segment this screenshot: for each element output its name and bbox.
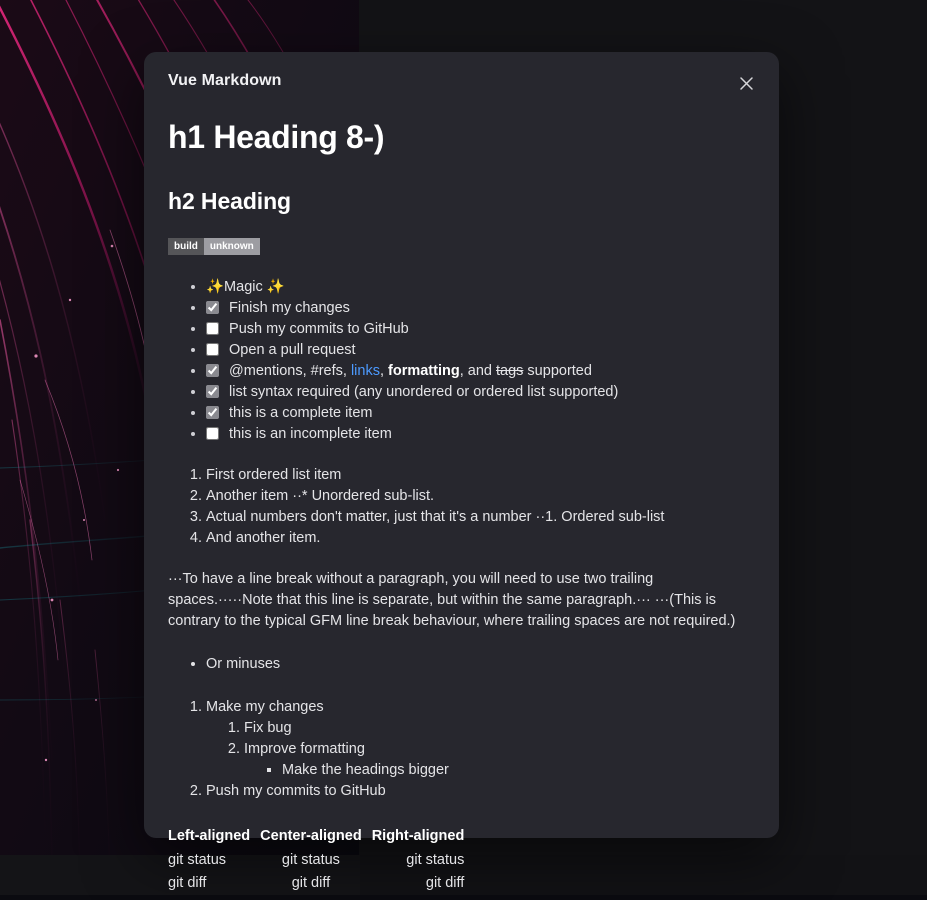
task-text-plain: @mentions, #refs, [229,362,351,379]
table-column-header: Right-aligned [371,827,465,844]
task-label: Finish my changes [229,299,350,316]
list-item [206,298,755,319]
table-column-header: Left-aligned [168,827,251,844]
table-body [168,849,474,895]
list-item [206,403,755,424]
modal-body [144,118,779,891]
list-item: • Or minuses [206,654,755,675]
inline-strong: formatting [388,362,460,379]
task-checkbox[interactable] [206,301,219,314]
list-item [244,718,755,739]
list-item [244,739,755,781]
task-checkbox[interactable] [206,322,219,335]
list-item [206,277,755,298]
close-x-glyph [739,76,754,91]
list-item-label: Make my changes [206,698,324,715]
task-checkbox[interactable] [206,364,219,377]
table-cell: git status [281,851,340,868]
nested-sub-list [206,718,755,781]
list-item [206,781,755,802]
list-item [206,424,755,445]
task-text-plain: supported [523,362,592,379]
task-label: Open a pull request [229,341,356,358]
task-text-plain: , and [459,362,496,379]
paragraph-line-breaks: ···To have a line break without a paragraph, you will need to use two trailing spaces.·····Note that this line is separate, but within the same paragraph.··· ···(This is contrary to the typical GFM line break behaviour, where trailing spaces are not required.) [168,570,736,629]
task-label: list syntax required (any unordered or ordered list supported) [229,383,619,400]
task-label: this is an incomplete item [229,425,392,442]
modal-header [144,52,779,110]
task-label: Push my commits to GitHub [229,320,409,337]
markdown-modal [144,52,779,891]
table-cell: git diff [425,874,465,891]
list-item: 3. Actual numbers don't matter, just that it's a number ··1. Ordered sub-list [206,507,755,528]
table-cell: git diff [291,874,331,891]
table-header-row [168,828,474,849]
list-item-label: Improve formatting [244,740,365,757]
minuses-list [168,654,755,675]
nested-ordered-list [168,697,755,802]
close-icon[interactable] [733,70,759,96]
task-text-plain: , [379,362,389,379]
heading-h2: h2 Heading [168,188,291,215]
ordered-list [168,465,755,549]
table-row [168,849,474,872]
list-item-label: Push my commits to GitHub [206,782,386,799]
inline-strikethrough: tags [495,362,524,379]
list-item: 4. And another item. [206,528,755,549]
task-checkbox[interactable] [206,427,219,440]
table-cell: git diff [168,874,207,891]
list-item [206,382,755,403]
task-checkbox[interactable] [206,406,219,419]
list-item [206,340,755,361]
table-column-header: Center-aligned [260,827,362,844]
list-item [206,361,755,382]
task-label: this is a complete item [229,404,373,421]
alignment-table [168,828,474,895]
list-item: 1. First ordered list item [206,465,755,486]
inline-link[interactable]: links [350,362,380,379]
list-item [206,697,755,781]
badge-value: unknown [204,238,260,255]
list-item [206,319,755,340]
badge-label: build [168,238,204,255]
list-item-label: Fix bug [244,719,292,736]
task-label: ✨Magic ✨ [206,278,285,295]
build-status-badge [168,238,260,255]
table-cell: git status [168,851,227,868]
table-cell: git status [406,851,465,868]
table-row [168,872,474,895]
table-head [168,828,474,849]
list-item: ▪ Make the headings bigger [282,760,755,781]
task-list [168,277,755,445]
nested-sub-sub-list [244,760,755,781]
task-checkbox[interactable] [206,385,219,398]
heading-h1: h1 Heading 8-) [168,119,385,155]
list-item: 2. Another item ··* Unordered sub-list. [206,486,755,507]
modal-title: Vue Markdown [168,72,282,89]
task-checkbox[interactable] [206,343,219,356]
